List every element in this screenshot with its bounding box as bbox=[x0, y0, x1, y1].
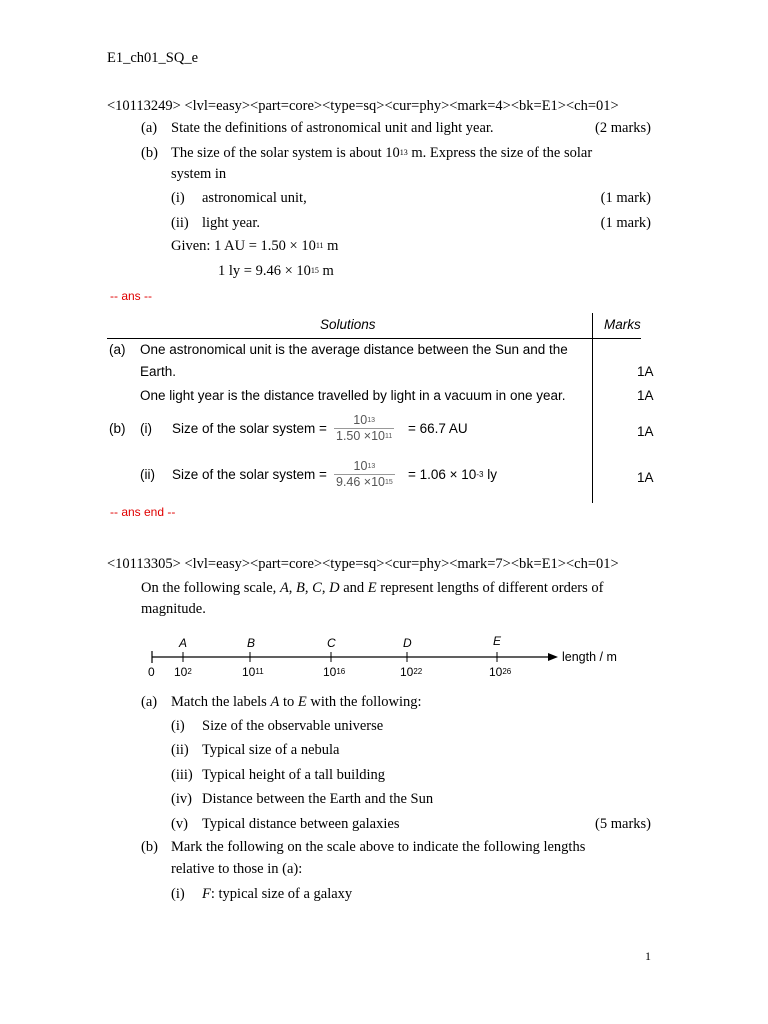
ans-bi-fraction: $\frac{10^{13}}{1.50 \times 10^{11}}$ bbox=[336, 413, 393, 443]
q2-tag: <10113305> <lvl=easy><part=core><type=sq><cur=phy><mark=7><bk=E1><ch=01> bbox=[107, 556, 619, 572]
scale-origin-label: 0 bbox=[148, 665, 155, 679]
q2-item-text: Typical height of a tall building bbox=[202, 767, 386, 783]
q2-bi-label: (i) bbox=[171, 886, 185, 902]
scale-tick-label-c: $10^{16}$ bbox=[323, 665, 346, 679]
scale-label-c: C bbox=[327, 636, 336, 650]
ans-b-label: (b) bbox=[109, 421, 126, 436]
ans-bii-mark: 1A bbox=[637, 470, 654, 485]
ans-bii-label: (ii) bbox=[140, 467, 155, 482]
q2-a-marks: (5 marks) bbox=[595, 816, 651, 832]
q2-a-text: Match the labels A to E with the following: bbox=[171, 694, 422, 710]
q2-item-text: Typical size of a nebula bbox=[202, 742, 340, 758]
ans-bi-label: (i) bbox=[140, 421, 152, 436]
q1-bii-marks: (1 mark) bbox=[600, 215, 651, 231]
ans-a-line1: One astronomical unit is the average distance between the Sun and the bbox=[140, 342, 568, 357]
q1-b-text-line2: system in bbox=[171, 166, 227, 182]
scale-label-e: E bbox=[493, 634, 502, 648]
q2-b-line2: relative to those in (a): bbox=[171, 861, 303, 877]
q2-b-line1: Mark the following on the scale above to indicate the following lengths bbox=[171, 839, 586, 855]
ans-a-line2: Earth. bbox=[140, 364, 177, 379]
q2-item-text: Distance between the Earth and the Sun bbox=[202, 791, 434, 807]
ans-a-mark1: 1A bbox=[637, 364, 654, 379]
q1-bi-text: astronomical unit, bbox=[202, 190, 307, 206]
scale-tick-label-a: $10^2$ bbox=[174, 665, 192, 679]
q1-given-au: Given: 1 AU = $1.50 \times 10^{11}$ m bbox=[171, 238, 339, 254]
q2-item-label: (v) bbox=[171, 816, 188, 832]
q2-b-label: (b) bbox=[141, 839, 158, 855]
ans-bii-result: = $1.06 \times 10^{-3}$ ly bbox=[408, 467, 497, 482]
q2-intro-line1: On the following scale, A, B, C, D and E represent lengths of different orders of bbox=[141, 580, 604, 596]
q1-bii-label: (ii) bbox=[171, 215, 189, 231]
q1-given-ly: 1 ly = $9.46 \times 10^{15}$ m bbox=[218, 263, 334, 279]
q2-item-text: Size of the observable universe bbox=[202, 718, 384, 734]
table-column-divider bbox=[592, 313, 593, 503]
scale-axis-label: length / m bbox=[562, 650, 617, 664]
ans-bii-fraction: $\frac{10^{13}}{9.46 \times 10^{15}}$ bbox=[336, 459, 393, 489]
marks-header: Marks bbox=[604, 317, 641, 332]
q1-tag: <10113249> <lvl=easy><part=core><type=sq><cur=phy><mark=4><bk=E1><ch=01> bbox=[107, 98, 619, 114]
q1-bi-marks: (1 mark) bbox=[600, 190, 651, 206]
q1-bi-label: (i) bbox=[171, 190, 185, 206]
q2-item-label: (i) bbox=[171, 718, 185, 734]
ans-a-line3: One light year is the distance travelled by light in a vacuum in one year. bbox=[140, 388, 566, 403]
q2-intro-line2: magnitude. bbox=[141, 601, 206, 617]
q2-item-label: (iv) bbox=[171, 791, 192, 807]
ans-end-marker: -- ans end -- bbox=[110, 505, 176, 519]
scale-axis-arrowhead bbox=[548, 653, 558, 661]
q1-a-marks: (2 marks) bbox=[595, 120, 651, 136]
ans-start-marker: -- ans -- bbox=[110, 289, 152, 303]
table-header-rule bbox=[107, 338, 641, 339]
scale-tick-label-b: $10^{11}$ bbox=[242, 665, 264, 679]
scale-label-a: A bbox=[179, 636, 188, 650]
ans-a-mark2: 1A bbox=[637, 388, 654, 403]
q1-b-label: (b) bbox=[141, 145, 158, 161]
q2-item-label: (iii) bbox=[171, 767, 193, 783]
scale-tick-label-d: $10^{22}$ bbox=[400, 665, 423, 679]
scale-label-d: D bbox=[403, 636, 412, 650]
ans-bii-text: Size of the solar system = bbox=[172, 467, 327, 482]
document-header: E1_ch01_SQ_e bbox=[107, 50, 199, 66]
solutions-header: Solutions bbox=[320, 317, 376, 332]
q1-bii-text: light year. bbox=[202, 215, 260, 231]
scale-label-b: B bbox=[247, 636, 256, 650]
q1-a-text: State the definitions of astronomical unit and light year. bbox=[171, 120, 494, 136]
q2-item-label: (ii) bbox=[171, 742, 189, 758]
ans-bi-text: Size of the solar system = bbox=[172, 421, 327, 436]
ans-a-label: (a) bbox=[109, 342, 126, 357]
ans-bi-result: = 66.7 AU bbox=[408, 421, 468, 436]
q2-bi-text: F: typical size of a galaxy bbox=[202, 886, 353, 902]
q2-a-label: (a) bbox=[141, 694, 158, 710]
q1-a-label: (a) bbox=[141, 120, 158, 136]
ans-bi-mark: 1A bbox=[637, 424, 654, 439]
q1-b-text: The size of the solar system is about $10^{13}$ m. Express the size of the solar bbox=[171, 145, 593, 161]
page-number: 1 bbox=[645, 949, 651, 963]
q2-item-text: Typical distance between galaxies bbox=[202, 816, 400, 832]
scale-tick-label-e: $10^{26}$ bbox=[489, 665, 512, 679]
